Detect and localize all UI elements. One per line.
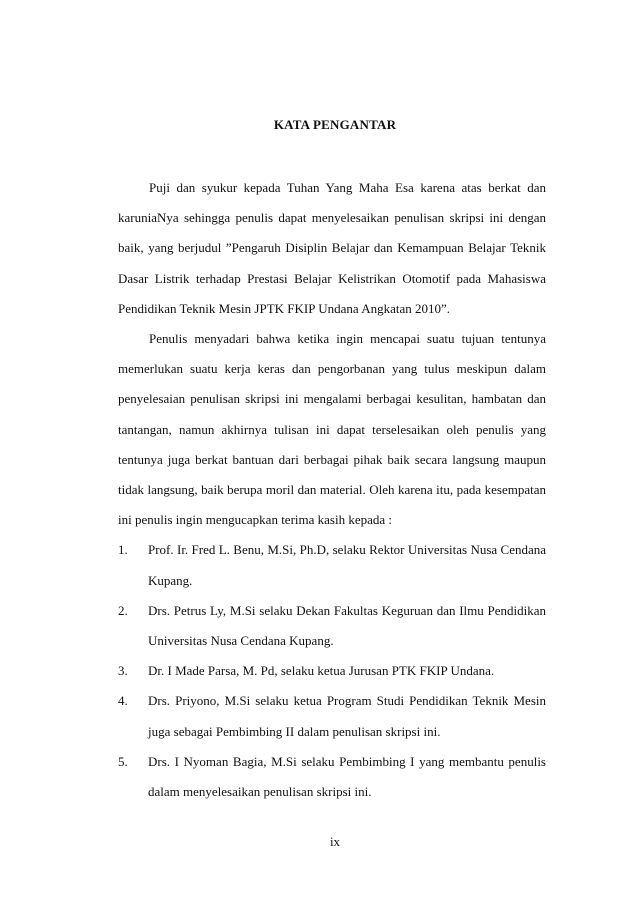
list-item-text: Drs. Petrus Ly, M.Si selaku Dekan Fakultas Keguruan dan Ilmu Pendidikan Universitas Nusa Cendana Kupang. bbox=[148, 602, 546, 649]
list-item-number: 1. bbox=[118, 542, 128, 558]
list-item-text: Drs. Priyono, M.Si selaku ketua Program Studi Pendidikan Teknik Mesin juga sebagai Pembimbing II dalam penulisan skripsi ini. bbox=[148, 693, 546, 739]
acknowledgement-list bbox=[118, 535, 546, 807]
list-item-text: Dr. I Made Parsa, M. Pd, selaku ketua Jurusan PTK FKIP Undana. bbox=[148, 663, 495, 679]
paragraph-2: Penulis menyadari bahwa ketika ingin mencapai suatu tujuan tentunya memerlukan suatu kerja keras dan pengorbanan yang tulus meskipun dalam penyelesaian penulisan skripsi ini mengalami berbagai kesulitan, hambatan dan tantangan, namun akhirnya tulisan ini dapat terselesaikan oleh penulis yang tentunya juga berkat bantuan dari berbagai pihak baik secara langsung maupun tidak langsung, baik berupa moril dan material. Oleh karena itu, pada kesempatan ini penulis ingin mengucapkan terima kasih kepada : bbox=[118, 331, 546, 528]
list-item bbox=[118, 747, 546, 807]
list-item-number: 2. bbox=[118, 602, 128, 618]
page-title: KATA PENGANTAR bbox=[273, 117, 397, 132]
list-item bbox=[118, 656, 546, 686]
page-number: ix bbox=[329, 834, 341, 849]
list-item-number: 5. bbox=[118, 753, 128, 769]
list-item-number: 3. bbox=[118, 663, 128, 679]
list-item bbox=[118, 686, 546, 746]
list-item bbox=[118, 596, 546, 656]
list-item bbox=[118, 535, 546, 595]
list-item-text: Drs. I Nyoman Bagia, M.Si selaku Pembimbing I yang membantu penulis dalam menyelesaikan penulisan skripsi ini. bbox=[148, 753, 546, 800]
list-item-text: Prof. Ir. Fred L. Benu, M.Si, Ph.D, selaku Rektor Universitas Nusa Cendana Kupang. bbox=[148, 542, 546, 588]
body-text bbox=[118, 173, 546, 807]
paragraph-1: Puji dan syukur kepada Tuhan Yang Maha Esa karena atas berkat dan karuniaNya sehingga penulis dapat menyelesaikan penulisan skripsi ini dengan baik, yang berjudul ”Pengaruh Disiplin Belajar dan Kemampuan Belajar Teknik Dasar Listrik terhadap Prestasi Belajar Kelistrikan Otomotif pada Mahasiswa Pendidikan Teknik Mesin JPTK FKIP Undana Angkatan 2010”. bbox=[118, 180, 546, 316]
list-item-number: 4. bbox=[118, 693, 128, 709]
